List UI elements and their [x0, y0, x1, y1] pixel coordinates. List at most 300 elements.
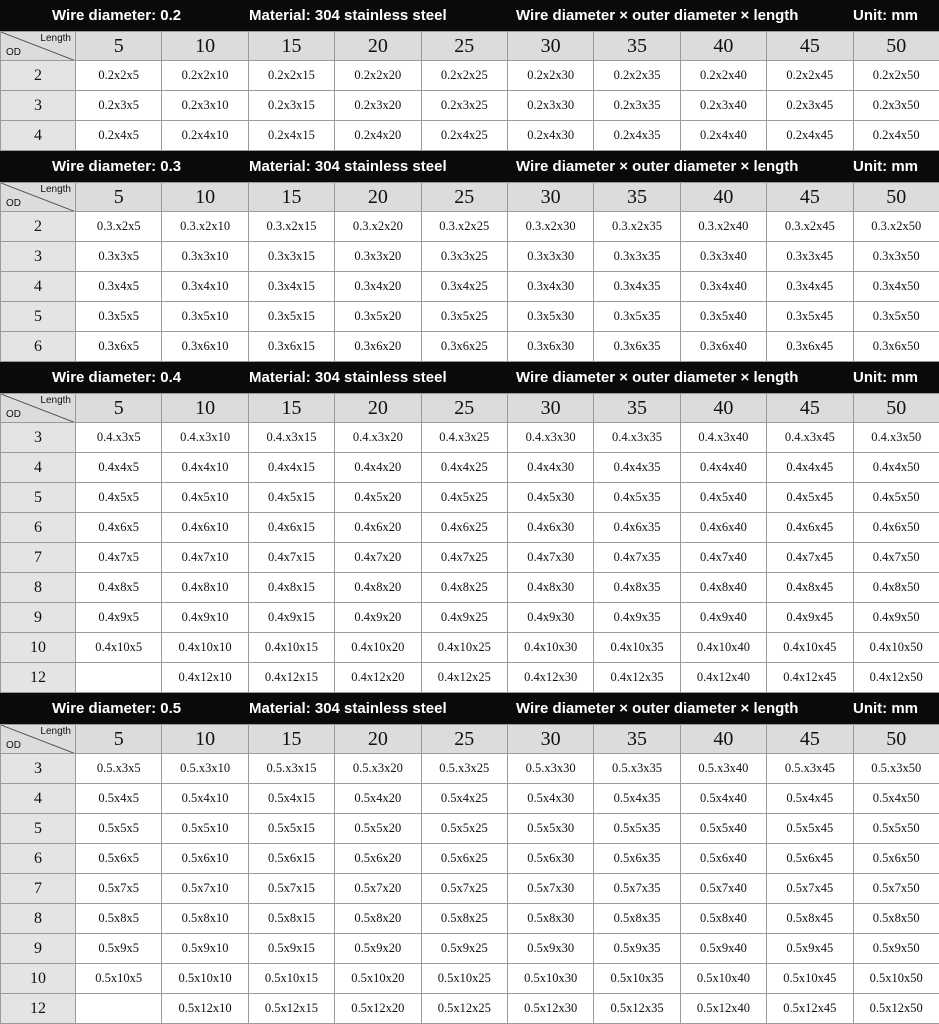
- spec-cell: 0.4x4x40: [680, 453, 766, 483]
- spec-cell: 0.3x3x30: [507, 242, 593, 272]
- spec-cell: 0.3x5x35: [594, 302, 680, 332]
- spec-cell: 0.5x4x50: [853, 784, 939, 814]
- spec-cell: 0.4x4x10: [162, 453, 248, 483]
- spec-cell: 0.3x4x35: [594, 272, 680, 302]
- spec-cell: 0.2x4x50: [853, 121, 939, 151]
- spec-cell: 0.4x7x15: [248, 543, 334, 573]
- od-cell: 3: [1, 91, 76, 121]
- spec-cell: 0.4x9x35: [594, 603, 680, 633]
- table-row: [1, 453, 939, 483]
- spec-section: [0, 151, 939, 362]
- spec-cell: 0.3x4x45: [767, 272, 853, 302]
- length-header-row: [1, 394, 939, 423]
- dimension-format-label: Wire diameter × outer diameter × length: [516, 7, 799, 24]
- spec-cell: 0.3.x2x40: [680, 212, 766, 242]
- spec-cell: 0.5x4x25: [421, 784, 507, 814]
- spec-table: [0, 31, 939, 151]
- spec-cell: 0.5x9x15: [248, 934, 334, 964]
- spec-cell: 0.3x5x20: [335, 302, 421, 332]
- spec-cell: 0.4x10x25: [421, 633, 507, 663]
- spec-cell: 0.4x6x25: [421, 513, 507, 543]
- spec-cell: 0.4x9x50: [853, 603, 939, 633]
- dimension-format-label: Wire diameter × outer diameter × length: [516, 369, 799, 386]
- spec-cell: 0.5x4x10: [162, 784, 248, 814]
- spec-cell: 0.4.x3x10: [162, 423, 248, 453]
- material-label: Material: 304 stainless steel: [249, 158, 447, 175]
- spec-cell: 0.3x3x40: [680, 242, 766, 272]
- od-cell: 5: [1, 483, 76, 513]
- spec-cell: 0.4.x3x25: [421, 423, 507, 453]
- wire-diameter-label: Wire diameter: 0.3: [52, 158, 182, 175]
- od-cell: 8: [1, 904, 76, 934]
- spec-cell: 0.5x9x10: [162, 934, 248, 964]
- spec-cell: 0.5x4x45: [767, 784, 853, 814]
- spec-cell: 0.5x10x20: [335, 964, 421, 994]
- spec-cell: 0.5x12x40: [680, 994, 766, 1024]
- spec-cell: 0.4.x3x20: [335, 423, 421, 453]
- spec-cell: 0.5x10x50: [853, 964, 939, 994]
- spec-cell: 0.2x3x25: [421, 91, 507, 121]
- spec-cell: 0.3x4x10: [162, 272, 248, 302]
- od-axis-label: OD: [6, 198, 21, 209]
- spec-cell: 0.4x4x15: [248, 453, 334, 483]
- table-row: [1, 483, 939, 513]
- spec-cell: 0.5x12x15: [248, 994, 334, 1024]
- spec-cell: 0.4x5x40: [680, 483, 766, 513]
- length-header-cell: 50: [853, 394, 939, 423]
- length-header-cell: 35: [594, 394, 680, 423]
- spec-cell: 0.4x7x30: [507, 543, 593, 573]
- spec-cell: 0.4x10x45: [767, 633, 853, 663]
- section-title-bar: [0, 362, 939, 393]
- spec-cell: 0.4x7x40: [680, 543, 766, 573]
- spec-cell: 0.4x5x35: [594, 483, 680, 513]
- od-cell: 12: [1, 994, 76, 1024]
- spec-cell: 0.4x7x20: [335, 543, 421, 573]
- spec-cell: 0.4x7x10: [162, 543, 248, 573]
- spec-cell: 0.4.x3x45: [767, 423, 853, 453]
- spec-cell: 0.3x6x10: [162, 332, 248, 362]
- corner-cell: [1, 183, 76, 212]
- spec-section: [0, 0, 939, 151]
- spec-cell: 0.3x6x45: [767, 332, 853, 362]
- spec-cell: 0.4x8x30: [507, 573, 593, 603]
- spec-cell: 0.4x6x30: [507, 513, 593, 543]
- spec-cell: 0.3x4x20: [335, 272, 421, 302]
- spec-cell: 0.4x7x35: [594, 543, 680, 573]
- spec-cell: 0.5x8x45: [767, 904, 853, 934]
- spec-cell: 0.4x8x10: [162, 573, 248, 603]
- spec-cell: 0.5x8x50: [853, 904, 939, 934]
- section-title-bar: [0, 0, 939, 31]
- spec-cell: 0.3.x2x5: [76, 212, 162, 242]
- spec-cell: 0.3x3x35: [594, 242, 680, 272]
- spec-cell: 0.2x2x15: [248, 61, 334, 91]
- od-cell: 10: [1, 964, 76, 994]
- section-title-bar: [0, 693, 939, 724]
- spec-cell: 0.4x9x30: [507, 603, 593, 633]
- spec-cell: 0.5x6x10: [162, 844, 248, 874]
- spec-cell: 0.4x8x5: [76, 573, 162, 603]
- spec-cell: 0.4x9x40: [680, 603, 766, 633]
- spec-cell: 0.5x7x15: [248, 874, 334, 904]
- spec-cell: 0.5x5x10: [162, 814, 248, 844]
- length-header-cell: 50: [853, 725, 939, 754]
- spec-cell: 0.5x9x40: [680, 934, 766, 964]
- spec-cell: 0.2x4x10: [162, 121, 248, 151]
- table-row: [1, 904, 939, 934]
- spec-cell: 0.2x3x40: [680, 91, 766, 121]
- spec-cell: 0.4x12x45: [767, 663, 853, 693]
- spec-cell: 0.3x3x10: [162, 242, 248, 272]
- spec-cell: 0.4x12x35: [594, 663, 680, 693]
- spec-cell: 0.3x5x45: [767, 302, 853, 332]
- table-row: [1, 814, 939, 844]
- spec-cell: 0.4x9x15: [248, 603, 334, 633]
- length-axis-label: Length: [40, 184, 71, 195]
- table-row: [1, 754, 939, 784]
- length-header-row: [1, 32, 939, 61]
- spec-cell: 0.4x8x15: [248, 573, 334, 603]
- od-cell: 3: [1, 423, 76, 453]
- spec-cell: 0.2x4x35: [594, 121, 680, 151]
- spec-cell: 0.4x5x20: [335, 483, 421, 513]
- spec-cell: 0.5.x3x30: [507, 754, 593, 784]
- length-header-cell: 45: [767, 394, 853, 423]
- unit-label: Unit: mm: [853, 369, 918, 386]
- spec-cell: 0.4x6x50: [853, 513, 939, 543]
- od-cell: 9: [1, 603, 76, 633]
- length-header-cell: 30: [507, 725, 593, 754]
- od-cell: 6: [1, 844, 76, 874]
- spec-cell: 0.4x12x20: [335, 663, 421, 693]
- spec-cell: 0.5x10x30: [507, 964, 593, 994]
- spec-cell: 0.4x4x45: [767, 453, 853, 483]
- spec-cell: 0.2x3x45: [767, 91, 853, 121]
- spec-cell: 0.2x2x35: [594, 61, 680, 91]
- spec-cell: 0.4x9x5: [76, 603, 162, 633]
- table-row: [1, 663, 939, 693]
- spec-cell: 0.3x5x40: [680, 302, 766, 332]
- spec-cell: 0.3x4x25: [421, 272, 507, 302]
- spec-cell: 0.5x8x20: [335, 904, 421, 934]
- od-cell: 2: [1, 212, 76, 242]
- spec-table: [0, 393, 939, 693]
- spec-cell: 0.5x5x30: [507, 814, 593, 844]
- od-cell: 9: [1, 934, 76, 964]
- spec-cell: 0.5x9x25: [421, 934, 507, 964]
- spec-cell: 0.2x2x20: [335, 61, 421, 91]
- spec-cell: 0.4x12x50: [853, 663, 939, 693]
- spec-cell: 0.5x10x10: [162, 964, 248, 994]
- spec-cell: 0.3.x2x20: [335, 212, 421, 242]
- table-row: [1, 242, 939, 272]
- spec-table: [0, 724, 939, 1024]
- table-row: [1, 874, 939, 904]
- spec-section: [0, 362, 939, 693]
- spec-cell: 0.5x8x5: [76, 904, 162, 934]
- spec-cell: 0.2x4x30: [507, 121, 593, 151]
- spec-cell: 0.5x7x35: [594, 874, 680, 904]
- spec-cell: 0.3x6x35: [594, 332, 680, 362]
- spec-cell: 0.5.x3x50: [853, 754, 939, 784]
- table-row: [1, 423, 939, 453]
- table-row: [1, 513, 939, 543]
- spec-cell: 0.4x10x30: [507, 633, 593, 663]
- spec-cell: 0.5x9x30: [507, 934, 593, 964]
- spec-cell: 0.3x5x5: [76, 302, 162, 332]
- spec-cell: 0.2x2x10: [162, 61, 248, 91]
- spec-cell: 0.4x7x25: [421, 543, 507, 573]
- spec-cell: 0.3x5x30: [507, 302, 593, 332]
- spec-cell: 0.5x7x45: [767, 874, 853, 904]
- length-axis-label: Length: [40, 726, 71, 737]
- spec-cell: 0.5.x3x25: [421, 754, 507, 784]
- length-header-cell: 35: [594, 725, 680, 754]
- spec-cell: 0.5x4x35: [594, 784, 680, 814]
- spec-cell: 0.3x6x50: [853, 332, 939, 362]
- table-row: [1, 272, 939, 302]
- spec-cell: 0.5x8x35: [594, 904, 680, 934]
- spec-cell: 0.5x4x5: [76, 784, 162, 814]
- spec-cell: 0.4x6x5: [76, 513, 162, 543]
- spec-cell: 0.4x9x25: [421, 603, 507, 633]
- table-row: [1, 543, 939, 573]
- spec-cell: 0.4x12x10: [162, 663, 248, 693]
- spec-cell: 0.5x12x25: [421, 994, 507, 1024]
- spec-cell: 0.3.x2x35: [594, 212, 680, 242]
- spec-cell: 0.3x3x20: [335, 242, 421, 272]
- spec-cell: 0.3x4x15: [248, 272, 334, 302]
- od-cell: 12: [1, 663, 76, 693]
- table-row: [1, 934, 939, 964]
- spec-cell: 0.2x2x30: [507, 61, 593, 91]
- od-cell: 5: [1, 302, 76, 332]
- spec-cell: 0.4x4x35: [594, 453, 680, 483]
- spec-cell: 0.3.x2x25: [421, 212, 507, 242]
- spec-cell: 0.5x12x35: [594, 994, 680, 1024]
- spec-cell: 0.4x8x25: [421, 573, 507, 603]
- spec-cell: 0.5x10x15: [248, 964, 334, 994]
- length-header-row: [1, 183, 939, 212]
- spec-cell: 0.3x6x30: [507, 332, 593, 362]
- od-axis-label: OD: [6, 409, 21, 420]
- spec-cell: 0.2x3x20: [335, 91, 421, 121]
- spec-cell: 0.5x5x45: [767, 814, 853, 844]
- spec-cell: 0.3.x2x10: [162, 212, 248, 242]
- od-cell: 5: [1, 814, 76, 844]
- spec-cell: 0.3x3x5: [76, 242, 162, 272]
- spec-cell: 0.2x2x40: [680, 61, 766, 91]
- material-label: Material: 304 stainless steel: [249, 700, 447, 717]
- length-header-cell: 35: [594, 32, 680, 61]
- spec-cell: 0.4x4x30: [507, 453, 593, 483]
- spec-cell: 0.4x10x20: [335, 633, 421, 663]
- spec-cell: 0.3.x2x30: [507, 212, 593, 242]
- table-row: [1, 121, 939, 151]
- spec-cell: 0.4.x3x5: [76, 423, 162, 453]
- spec-cell: 0.5x10x25: [421, 964, 507, 994]
- od-cell: 10: [1, 633, 76, 663]
- spec-cell: 0.5x12x45: [767, 994, 853, 1024]
- od-cell: 2: [1, 61, 76, 91]
- spec-cell: 0.4x12x30: [507, 663, 593, 693]
- spec-cell: 0.5x6x35: [594, 844, 680, 874]
- length-header-cell: 30: [507, 394, 593, 423]
- spec-cell: 0.3x3x15: [248, 242, 334, 272]
- spec-cell: 0.3x6x25: [421, 332, 507, 362]
- spec-cell: 0.4x9x10: [162, 603, 248, 633]
- spec-cell: 0.5x8x10: [162, 904, 248, 934]
- spec-cell: 0.2x4x5: [76, 121, 162, 151]
- spec-cell: 0.5x9x35: [594, 934, 680, 964]
- spec-cell: 0.5x7x40: [680, 874, 766, 904]
- spec-cell: 0.5x6x5: [76, 844, 162, 874]
- spec-cell: 0.4x6x35: [594, 513, 680, 543]
- spec-cell: 0.3x5x15: [248, 302, 334, 332]
- od-cell: 4: [1, 272, 76, 302]
- spec-cell: 0.5x6x40: [680, 844, 766, 874]
- spec-cell: 0.4x9x45: [767, 603, 853, 633]
- spec-cell: 0.4.x3x30: [507, 423, 593, 453]
- table-row: [1, 964, 939, 994]
- spec-cell: 0.4x6x40: [680, 513, 766, 543]
- spec-cell: 0.5x4x20: [335, 784, 421, 814]
- spec-cell: 0.5x6x50: [853, 844, 939, 874]
- spec-cell: 0.5x12x50: [853, 994, 939, 1024]
- length-header-cell: 20: [335, 394, 421, 423]
- od-cell: 4: [1, 784, 76, 814]
- unit-label: Unit: mm: [853, 7, 918, 24]
- table-row: [1, 844, 939, 874]
- unit-label: Unit: mm: [853, 700, 918, 717]
- spec-cell: 0.4x5x30: [507, 483, 593, 513]
- spec-cell: 0.4.x3x15: [248, 423, 334, 453]
- material-label: Material: 304 stainless steel: [249, 7, 447, 24]
- spec-cell: 0.4x10x15: [248, 633, 334, 663]
- spec-cell: 0.5x5x15: [248, 814, 334, 844]
- length-header-cell: 10: [162, 394, 248, 423]
- od-cell: 6: [1, 513, 76, 543]
- corner-cell: [1, 725, 76, 754]
- spec-cell: 0.3x6x15: [248, 332, 334, 362]
- spec-cell: 0.4x5x10: [162, 483, 248, 513]
- length-header-cell: 25: [421, 394, 507, 423]
- spec-cell: 0.5.x3x20: [335, 754, 421, 784]
- spec-cell: 0.2x4x45: [767, 121, 853, 151]
- spec-cell: 0.4x4x50: [853, 453, 939, 483]
- spec-cell: 0.5.x3x40: [680, 754, 766, 784]
- spec-cell: 0.5x8x40: [680, 904, 766, 934]
- spec-cell: 0.3x4x5: [76, 272, 162, 302]
- od-cell: 6: [1, 332, 76, 362]
- od-cell: 7: [1, 874, 76, 904]
- od-axis-label: OD: [6, 47, 21, 58]
- od-cell: 4: [1, 121, 76, 151]
- spec-cell: 0.2x3x10: [162, 91, 248, 121]
- spec-cell: 0.2x2x45: [767, 61, 853, 91]
- table-row: [1, 633, 939, 663]
- spec-cell: 0.2x2x50: [853, 61, 939, 91]
- spec-cell: 0.2x4x25: [421, 121, 507, 151]
- dimension-format-label: Wire diameter × outer diameter × length: [516, 158, 799, 175]
- spec-cell: 0.5x5x5: [76, 814, 162, 844]
- spec-cell: 0.4.x3x40: [680, 423, 766, 453]
- spec-cell: 0.4x5x25: [421, 483, 507, 513]
- spec-cell: 0.5x5x20: [335, 814, 421, 844]
- spec-cell: 0.4x8x20: [335, 573, 421, 603]
- length-axis-label: Length: [40, 395, 71, 406]
- spec-cell: 0.5x10x35: [594, 964, 680, 994]
- table-row: [1, 994, 939, 1024]
- spec-cell: 0.3x6x5: [76, 332, 162, 362]
- spec-cell: 0.4x7x5: [76, 543, 162, 573]
- spec-cell: 0.5x9x20: [335, 934, 421, 964]
- length-header-cell: 15: [248, 32, 334, 61]
- length-header-cell: 15: [248, 394, 334, 423]
- spec-cell: 0.4x10x50: [853, 633, 939, 663]
- spec-cell: 0.4x12x40: [680, 663, 766, 693]
- corner-cell: [1, 32, 76, 61]
- spec-cell: 0.4x4x5: [76, 453, 162, 483]
- length-header-cell: 5: [76, 394, 162, 423]
- wire-diameter-label: Wire diameter: 0.4: [52, 369, 182, 386]
- spec-cell: 0.5x7x25: [421, 874, 507, 904]
- spec-cell: 0.5x7x50: [853, 874, 939, 904]
- wire-diameter-label: Wire diameter: 0.5: [52, 700, 182, 717]
- length-header-cell: 45: [767, 183, 853, 212]
- length-header-cell: 50: [853, 32, 939, 61]
- spec-cell: 0.5x8x25: [421, 904, 507, 934]
- length-header-cell: 30: [507, 32, 593, 61]
- spec-cell: 0.4x7x45: [767, 543, 853, 573]
- length-header-cell: 15: [248, 183, 334, 212]
- spec-cell: 0.4x4x25: [421, 453, 507, 483]
- spec-cell: 0.4x10x35: [594, 633, 680, 663]
- length-header-cell: 30: [507, 183, 593, 212]
- length-header-cell: 25: [421, 725, 507, 754]
- table-row: [1, 212, 939, 242]
- spec-cell: 0.4x4x20: [335, 453, 421, 483]
- spec-cell: 0.5x9x45: [767, 934, 853, 964]
- spec-cell: 0.2x3x5: [76, 91, 162, 121]
- spec-cell: 0.5x8x30: [507, 904, 593, 934]
- table-row: [1, 784, 939, 814]
- unit-label: Unit: mm: [853, 158, 918, 175]
- spec-cell: 0.2x4x40: [680, 121, 766, 151]
- spec-cell: 0.3.x2x50: [853, 212, 939, 242]
- length-header-row: [1, 725, 939, 754]
- spec-cell: 0.4x10x10: [162, 633, 248, 663]
- length-header-cell: 10: [162, 183, 248, 212]
- spec-cell: 0.2x3x30: [507, 91, 593, 121]
- spec-cell: 0.5x8x15: [248, 904, 334, 934]
- spec-cell: 0.4x8x45: [767, 573, 853, 603]
- spec-cell: 0.4x6x45: [767, 513, 853, 543]
- spec-cell: 0.2x3x15: [248, 91, 334, 121]
- length-header-cell: 40: [680, 183, 766, 212]
- length-header-cell: 45: [767, 32, 853, 61]
- spec-cell: [76, 994, 162, 1024]
- spec-cell: 0.5x9x5: [76, 934, 162, 964]
- spec-cell: 0.4x9x20: [335, 603, 421, 633]
- spec-cell: 0.4x6x20: [335, 513, 421, 543]
- table-row: [1, 332, 939, 362]
- spec-cell: 0.5x6x45: [767, 844, 853, 874]
- spec-cell: 0.5x6x25: [421, 844, 507, 874]
- length-header-cell: 10: [162, 725, 248, 754]
- spec-section: [0, 693, 939, 1024]
